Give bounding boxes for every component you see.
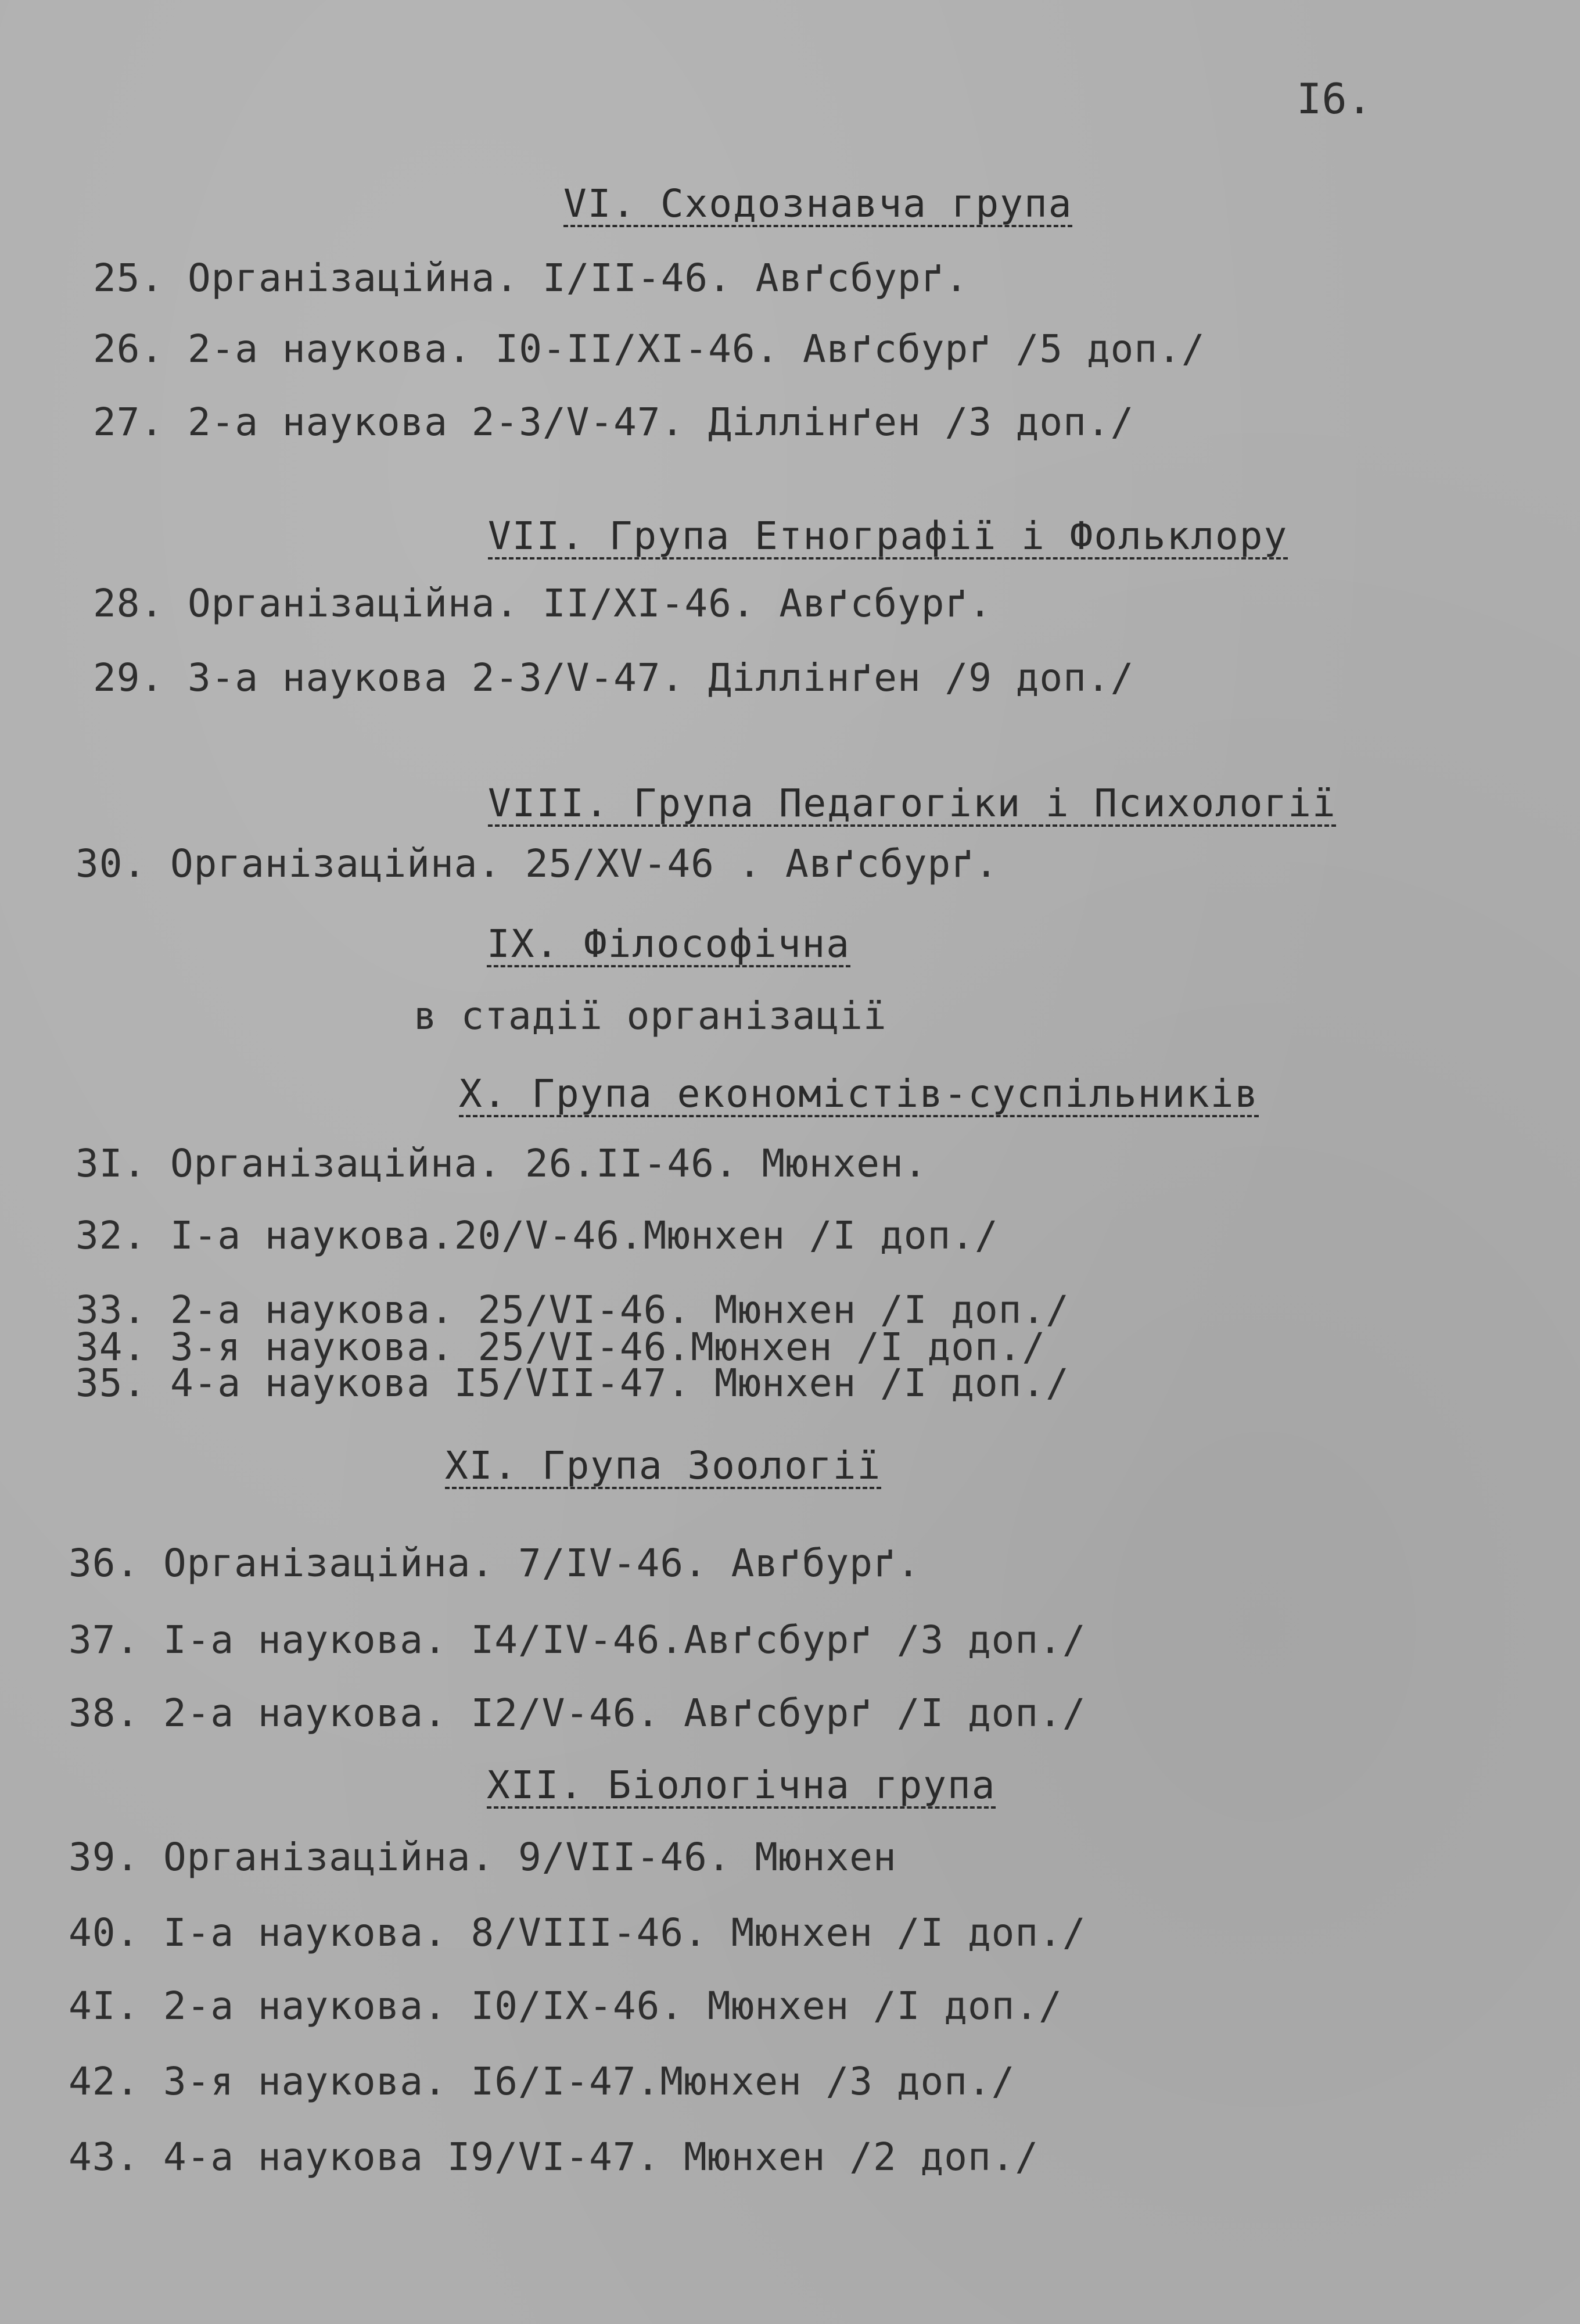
list-item-36: 36. Організаційна. 7/IV-46. Авґбурґ. [69,1541,921,1586]
list-item-26: 26. 2-а наукова. I0-II/XI-46. Авґсбурґ /5 доп./ [93,327,1205,371]
list-item-39: 39. Організаційна. 9/VII-46. Мюнхен [69,1835,897,1880]
list-item-41: 4I. 2-а наукова. I0/IX-46. Мюнхен /I доп./ [69,1984,1062,2028]
list-item-27: 27. 2-а наукова 2-3/V-47. Діллінґен /3 доп./ [93,400,1134,444]
list-item-25: 25. Організаційна. I/II-46. Авґсбурґ. [93,256,969,300]
list-item-38: 38. 2-а наукова. I2/V-46. Авґсбурґ /I доп./ [69,1691,1086,1735]
list-item-42: 42. 3-я наукова. I6/I-47.Мюнхен /3 доп./ [69,2059,1015,2104]
list-item-34: 34. 3-я наукова. 25/VI-46.Мюнхен /I доп./ [76,1325,1046,1369]
list-item-29: 29. 3-а наукова 2-3/V-47. Діллінґен /9 доп./ [93,655,1134,700]
list-item-35: 35. 4-а наукова I5/VII-47. Мюнхен /I доп./ [76,1361,1069,1405]
list-item-30: 30. Організаційна. 25/XV-46 . Авґсбурґ. [76,841,999,886]
section-heading-xi: XI. Група Зоології [445,1443,882,1488]
section-heading-xii: XII. Біологічна група [487,1763,996,1807]
section-note-ix: в стадії організації [414,994,887,1038]
list-item-43: 43. 4-а наукова I9/VI-47. Мюнхен /2 доп./ [69,2135,1039,2179]
list-item-28: 28. Організаційна. II/XI-46. Авґсбурґ. [93,581,992,626]
list-item-31: 3I. Організаційна. 26.II-46. Мюнхен. [76,1141,928,1186]
section-heading-vi: VI. Сходознавча група [563,181,1073,226]
list-item-37: 37. I-а наукова. I4/IV-46.Авґсбурґ /3 доп./ [69,1618,1086,1662]
list-item-33: 33. 2-а наукова. 25/VI-46. Мюнхен /I доп./ [76,1287,1069,1332]
section-heading-ix: IX. Філософічна [487,921,851,966]
list-item-40: 40. I-а наукова. 8/VIII-46. Мюнхен /I доп./ [69,1910,1086,1955]
section-heading-viii: VIII. Група Педагогіки і Психології [488,781,1337,826]
section-heading-vii: VII. Група Етнографії і Фольклору [488,514,1288,558]
page-number: I6. [1297,74,1373,123]
list-item-32: 32. I-а наукова.20/V-46.Мюнхен /I доп./ [76,1213,999,1258]
section-heading-x: X. Група економістів-суспільників [459,1071,1259,1116]
